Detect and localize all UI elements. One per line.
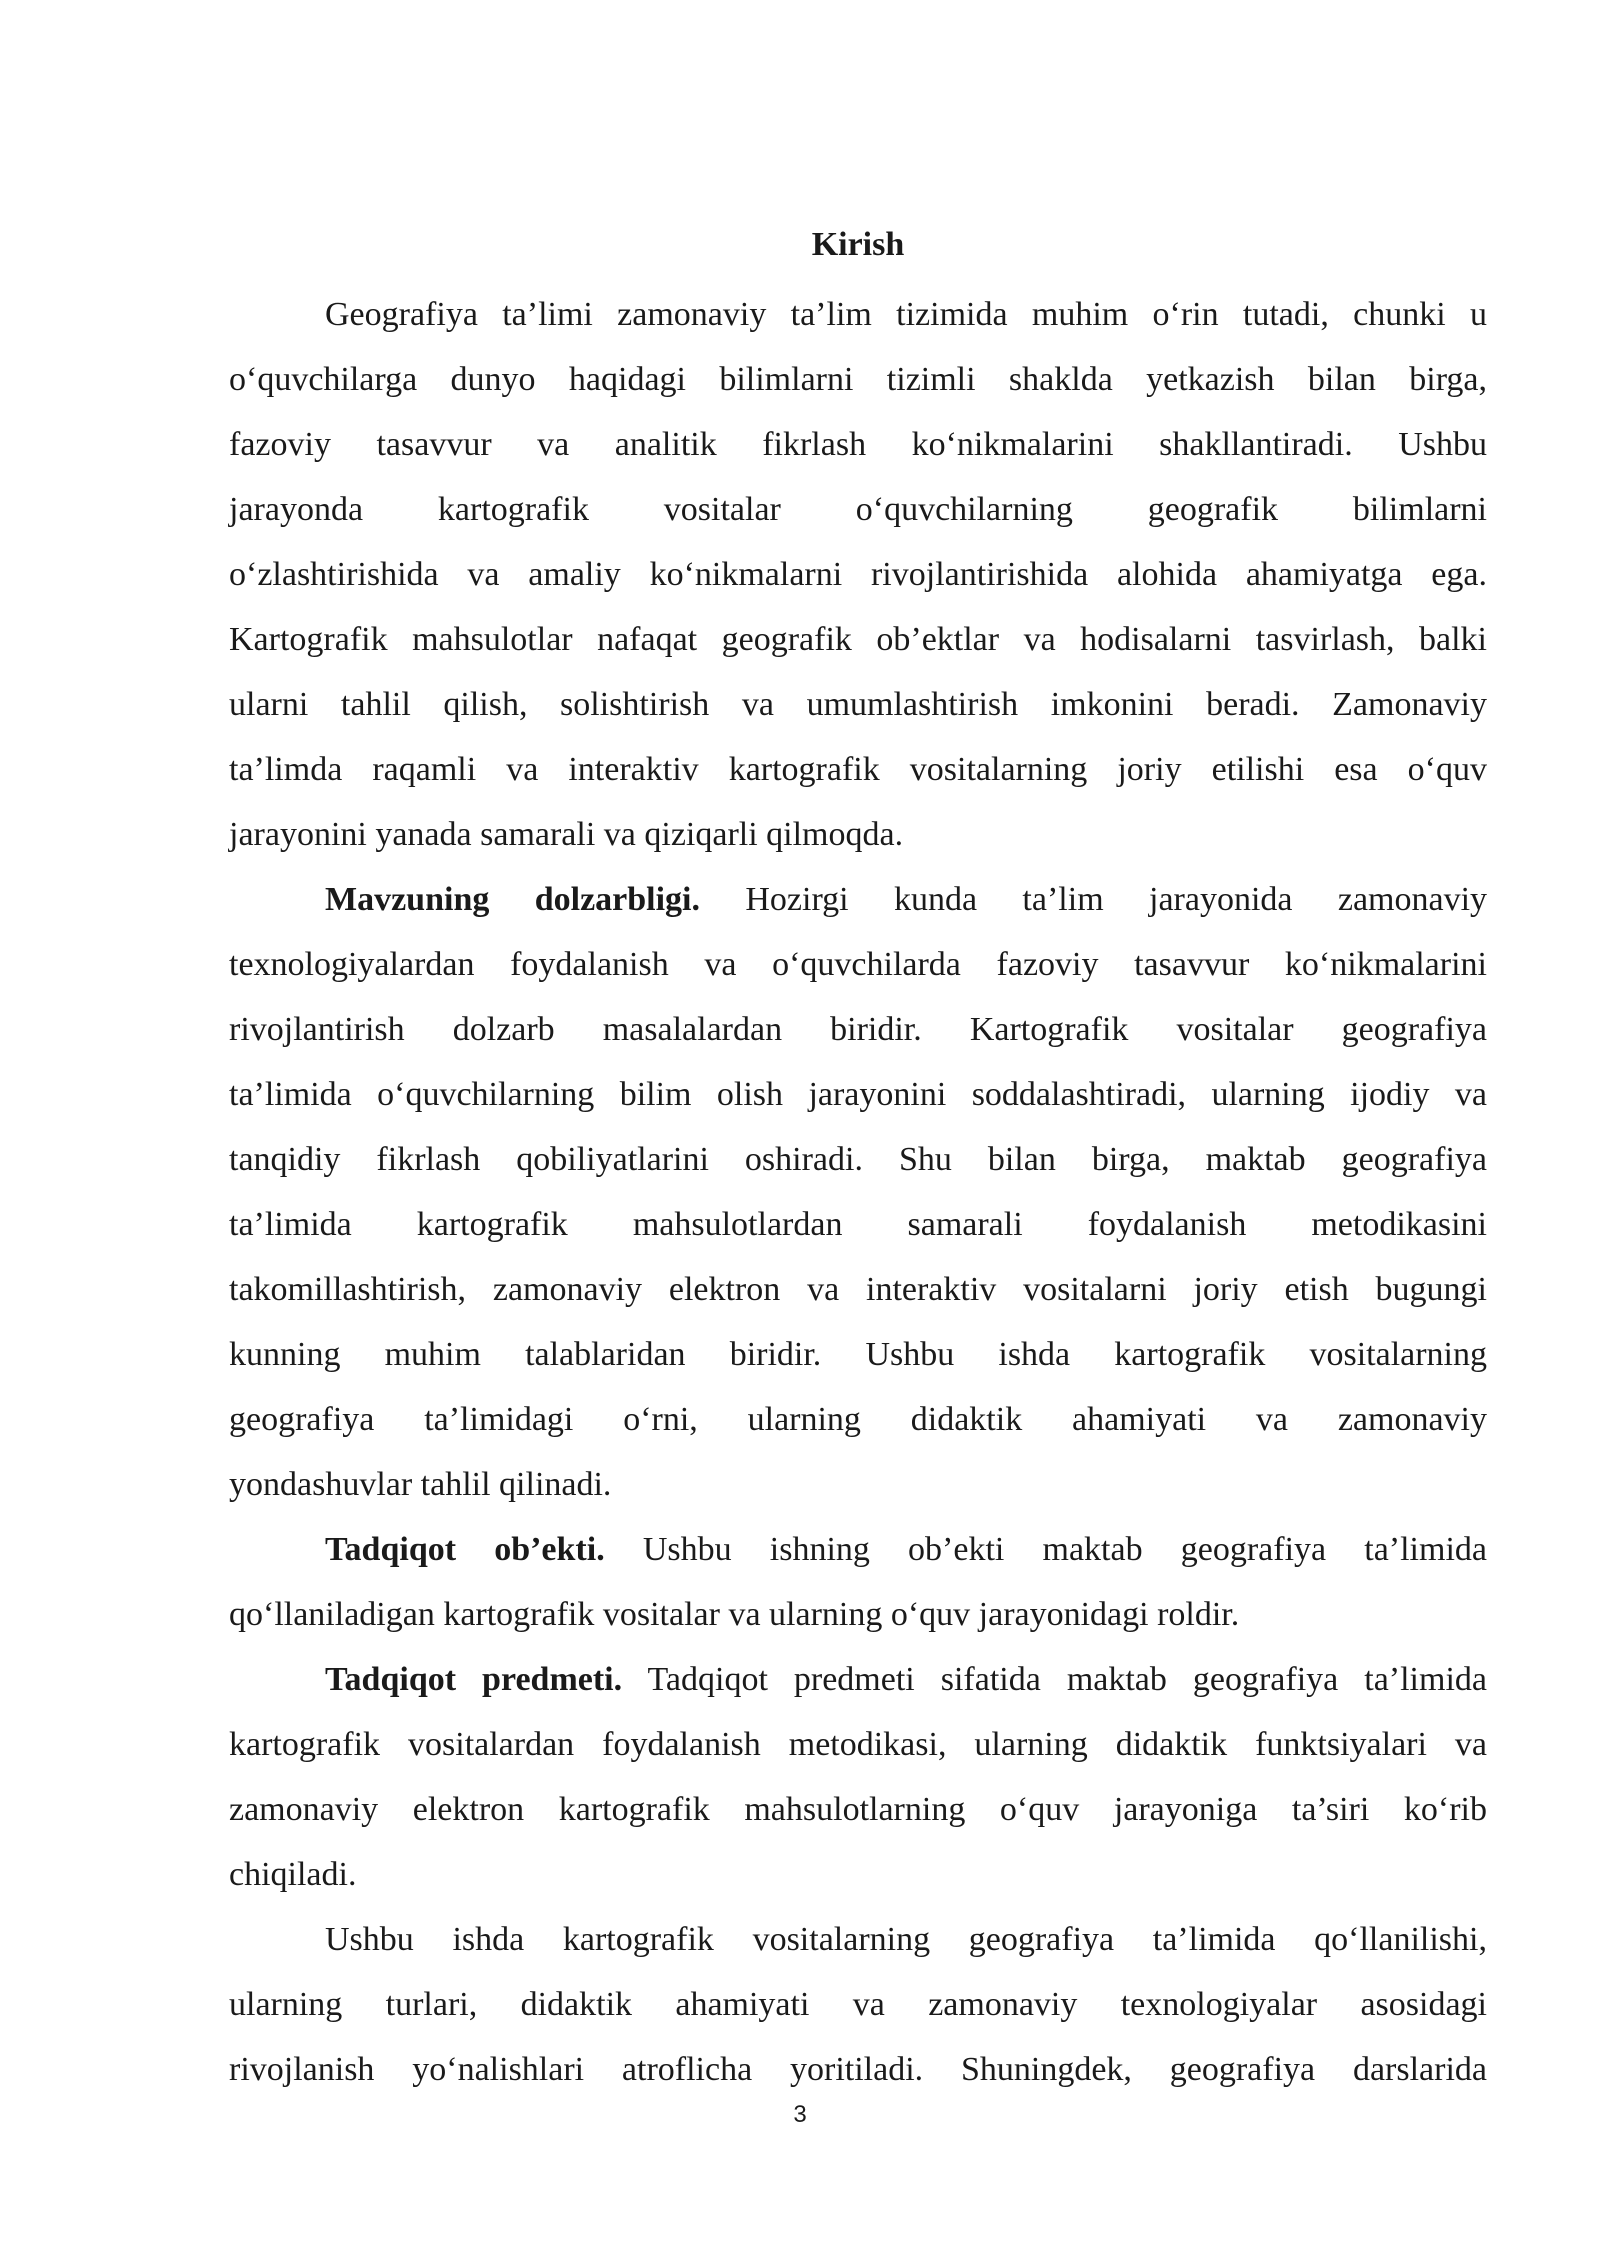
paragraph-line: Geografiya ta’limi zamonaviy ta’lim tizimida muhim o‘rin tutadi, chunki u (325, 296, 1487, 333)
paragraph-research-object (229, 1517, 1487, 1647)
paragraph-line: takomillashtirish, zamonaviy elektron va interaktiv vositalarni joriy etish bugungi (229, 1271, 1487, 1308)
paragraph-line: ta’limida o‘quvchilarning bilim olish jarayonini soddalashtiradi, ularning ijodiy va (229, 1076, 1487, 1113)
paragraph-line-text: Hozirgi kunda ta’lim jarayonida zamonaviy (700, 881, 1488, 918)
document-page (229, 218, 1487, 2102)
paragraph-line: jarayonini yanada samarali va qiziqarli qilmoqda. (229, 816, 904, 853)
paragraph-research-subject (229, 1647, 1487, 1907)
paragraph-line: ularning turlari, didaktik ahamiyati va zamonaviy texnologiyalar asosidagi (229, 1986, 1487, 2023)
paragraph-lead: Mavzuning dolzarbligi. (325, 881, 701, 918)
section-title: Kirish (811, 226, 905, 263)
paragraph-relevance (229, 867, 1487, 1517)
paragraph-line: chiqiladi. (229, 1856, 357, 1893)
paragraph-line: texnologiyalardan foydalanish va o‘quvchilarda fazoviy tasavvur ko‘nikmalarini (229, 946, 1487, 983)
paragraph-line: rivojlantirish dolzarb masalalardan biridir. Kartografik vositalar geografiya (229, 1011, 1487, 1048)
paragraph-line (229, 1647, 1487, 1712)
paragraph-line: rivojlanish yo‘nalishlari atroflicha yoritiladi. Shuningdek, geografiya darslarida (229, 2051, 1487, 2088)
paragraph-line: kunning muhim talablaridan biridir. Ushbu ishda kartografik vositalarning (229, 1336, 1487, 1373)
paragraph-line: ta’limida kartografik mahsulotlardan samarali foydalanish metodikasini (229, 1206, 1487, 1243)
paragraph-lead: Tadqiqot predmeti. (325, 1661, 623, 1698)
paragraph-line: kartografik vositalardan foydalanish metodikasi, ularning didaktik funktsiyalari va (229, 1726, 1487, 1763)
paragraph-line: zamonaviy elektron kartografik mahsulotlarning o‘quv jarayoniga ta’siri ko‘rib (229, 1791, 1487, 1828)
paragraph-line: o‘quvchilarga dunyo haqidagi bilimlarni tizimli shaklda yetkazish bilan birga, (229, 361, 1487, 398)
paragraph-line: qo‘llaniladigan kartografik vositalar va ularning o‘quv jarayonidagi roldir. (229, 1596, 1240, 1633)
paragraph-line (229, 867, 1487, 932)
paragraph-line: Kartografik mahsulotlar nafaqat geografik ob’ektlar va hodisalarni tasvirlash, balki (229, 621, 1487, 658)
paragraph-introduction (229, 282, 1487, 867)
paragraph-line: fazoviy tasavvur va analitik fikrlash ko‘nikmalarini shakllantiradi. Ushbu (229, 426, 1487, 463)
paragraph-scope (229, 1907, 1487, 2102)
paragraph-lead: Tadqiqot ob’ekti. (325, 1531, 605, 1568)
paragraph-line (229, 1517, 1487, 1582)
paragraph-line: ularni tahlil qilish, solishtirish va umumlashtirish imkonini beradi. Zamonaviy (229, 686, 1487, 723)
paragraph-line: jarayonda kartografik vositalar o‘quvchilarning geografik bilimlarni (229, 491, 1487, 528)
paragraph-line: geografiya ta’limidagi o‘rni, ularning didaktik ahamiyati va zamonaviy (229, 1401, 1487, 1438)
paragraph-line: tanqidiy fikrlash qobiliyatlarini oshiradi. Shu bilan birga, maktab geografiya (229, 1141, 1487, 1178)
paragraph-line: yondashuvlar tahlil qilinadi. (229, 1466, 612, 1503)
paragraph-line: ta’limda raqamli va interaktiv kartografik vositalarning joriy etilishi esa o‘quv (229, 751, 1487, 788)
paragraph-line-text: Ushbu ishning ob’ekti maktab geografiya ta’limida (604, 1531, 1487, 1568)
paragraph-line-text: Tadqiqot predmeti sifatida maktab geografiya ta’limida (622, 1661, 1487, 1698)
paragraph-line: Ushbu ishda kartografik vositalarning geografiya ta’limida qo‘llanilishi, (325, 1921, 1487, 1958)
paragraph-line: o‘zlashtirishida va amaliy ko‘nikmalarni rivojlantirishida alohida ahamiyatga ega. (229, 556, 1487, 593)
page-number: 3 (793, 2101, 807, 2128)
